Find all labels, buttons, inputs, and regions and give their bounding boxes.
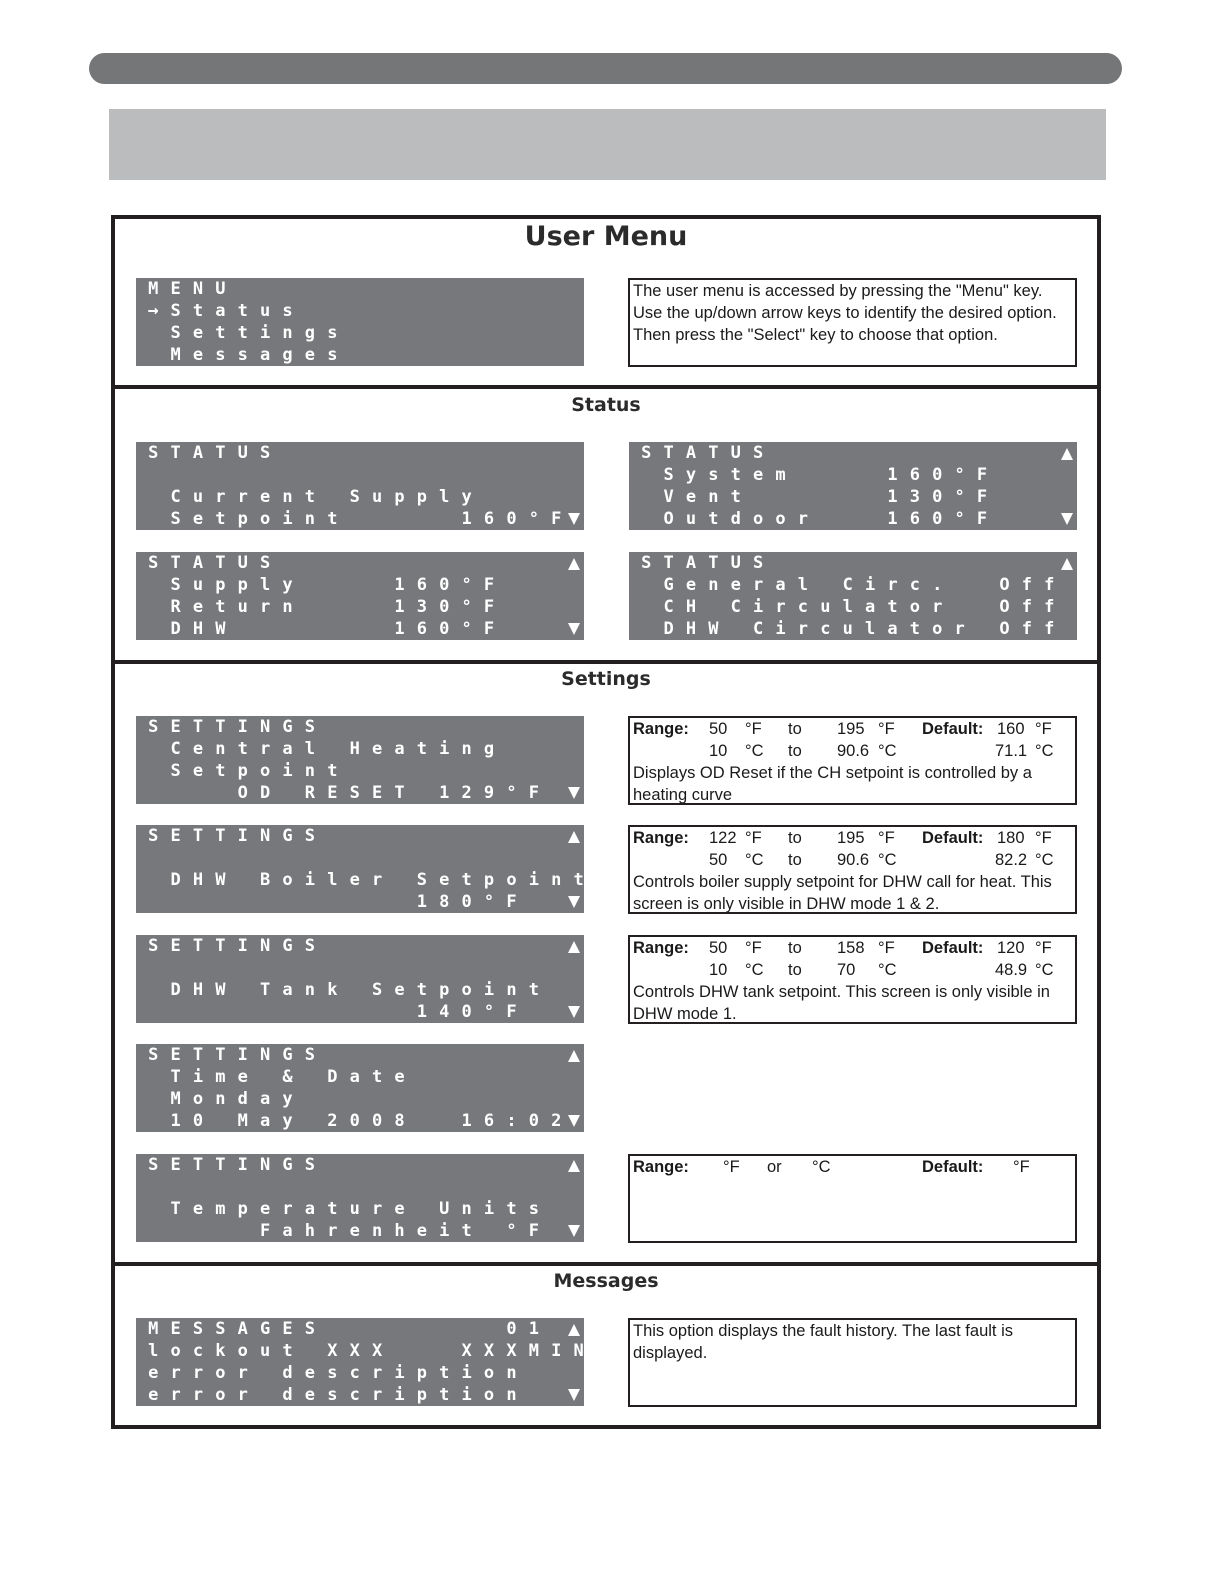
- lcd-line: F a h r e n h e i t ° F: [260, 1221, 539, 1241]
- lcd-line: S e t p o i n t: [170, 761, 338, 781]
- lcd-line: C H C i r c u l a t o r O f f: [663, 597, 1055, 617]
- unit: °C: [1035, 961, 1054, 979]
- range-min: 10: [709, 742, 728, 760]
- up-arrow-icon: [568, 1160, 580, 1172]
- down-arrow-icon: [568, 623, 580, 635]
- down-arrow-icon: [568, 1389, 580, 1401]
- range-min: 50: [709, 720, 728, 738]
- range-to: to: [788, 961, 802, 979]
- range-max: 158: [837, 939, 865, 957]
- lcd-line: M e s s a g e s: [170, 345, 338, 365]
- default-value: 120: [997, 939, 1025, 957]
- menu-description-text: The user menu is accessed by pressing the "Menu" key. Use the up/down arrow keys to identify the desired option. Then press the "Select" key to choose that option.: [633, 282, 1057, 344]
- range-min: 122: [709, 829, 737, 847]
- status-lcd-screen: [629, 552, 1077, 640]
- down-arrow-icon: [568, 1225, 580, 1237]
- range-max: 90.6: [837, 851, 870, 869]
- lcd-line: V e n t 1 3 0 ° F: [663, 487, 988, 507]
- lcd-line: G e n e r a l C i r c . O f f: [663, 575, 1055, 595]
- unit: °F: [1035, 720, 1052, 738]
- range-to: to: [788, 742, 802, 760]
- unit: °C: [1035, 742, 1054, 760]
- range-max: 70: [837, 961, 856, 979]
- status-lcd-screen: [136, 552, 584, 640]
- settings-lcd-screen: [136, 1154, 584, 1242]
- default-value: 180: [997, 829, 1025, 847]
- lcd-line: O D R E S E T 1 2 9 ° F: [237, 783, 539, 803]
- lcd-line: R e t u r n 1 3 0 ° F: [170, 597, 495, 617]
- unit: °F: [745, 829, 762, 847]
- settings-lcd-screen: [136, 1044, 584, 1132]
- default-label: Default:: [922, 1158, 984, 1176]
- range-min: 50: [709, 939, 728, 957]
- up-arrow-icon: [568, 831, 580, 843]
- default-label: Default:: [922, 720, 984, 738]
- up-arrow-icon: [568, 1050, 580, 1062]
- down-arrow-icon: [568, 896, 580, 908]
- lcd-line: e r r o r d e s c r i p t i o n: [148, 1385, 517, 1405]
- up-arrow-icon: [1061, 448, 1073, 460]
- messages-description-text: This option displays the fault history. The last fault is displayed.: [633, 1322, 1013, 1362]
- status-section-title: Status: [571, 394, 641, 416]
- unit: °F: [878, 829, 895, 847]
- unit: °C: [878, 851, 897, 869]
- down-arrow-icon: [1061, 513, 1073, 525]
- settings-lcd-screen: [136, 935, 584, 1023]
- setting-description: [628, 825, 1077, 914]
- lcd-line: D H W B o i l e r S e t p o i n t: [170, 870, 584, 890]
- setting-description-text: Controls DHW tank setpoint. This screen is only visible in DHW mode 1.: [633, 983, 1050, 1023]
- range-to: to: [788, 939, 802, 957]
- unit: °C: [878, 742, 897, 760]
- lcd-line: l o c k o u t X X X X X X M I N: [148, 1341, 584, 1361]
- lcd-line: M E N U: [148, 279, 226, 299]
- divider: [115, 660, 1097, 664]
- unit: °F: [1035, 939, 1052, 957]
- arrow-right-icon: →: [147, 300, 159, 321]
- setting-description: [628, 716, 1077, 805]
- lcd-line: S u p p l y 1 6 0 ° F: [170, 575, 495, 595]
- user-menu-table: [111, 215, 1101, 1429]
- setting-description-text: Displays OD Reset if the CH setpoint is controlled by a heating curve: [633, 764, 1032, 804]
- lcd-line: D H W C i r c u l a t o r O f f: [663, 619, 1055, 639]
- unit: °C: [878, 961, 897, 979]
- range-or: or: [767, 1158, 782, 1176]
- settings-section-title: Settings: [561, 668, 651, 690]
- lcd-line: M E S S A G E S 0 1: [148, 1319, 539, 1339]
- down-arrow-icon: [568, 1115, 580, 1127]
- settings-lcd-screen: [136, 716, 584, 804]
- header-bar: [89, 53, 1122, 84]
- lcd-line: C u r r e n t S u p p l y: [170, 487, 472, 507]
- down-arrow-icon: [568, 513, 580, 525]
- lcd-line: 1 0 M a y 2 0 0 8 1 6 : 0 2: [170, 1111, 562, 1131]
- range-to: to: [788, 829, 802, 847]
- lcd-line: S E T T I N G S: [148, 717, 316, 737]
- unit: °C: [745, 851, 764, 869]
- lcd-line: S E T T I N G S: [148, 936, 316, 956]
- lcd-line: S e t p o i n t 1 6 0 ° F: [170, 509, 562, 529]
- up-arrow-icon: [568, 941, 580, 953]
- default-value: 71.1: [995, 742, 1028, 760]
- up-arrow-icon: [1061, 558, 1073, 570]
- unit: °F: [878, 720, 895, 738]
- lcd-line: S E T T I N G S: [148, 1045, 316, 1065]
- setting-description-text: Controls boiler supply setpoint for DHW call for heat. This screen is only visible in DHW mode 1 & 2.: [633, 873, 1052, 913]
- default-value: °F: [1013, 1158, 1030, 1176]
- unit: °F: [745, 939, 762, 957]
- lcd-line: S T A T U S: [641, 553, 764, 573]
- range-max: 195: [837, 720, 865, 738]
- menu-description: [628, 278, 1077, 367]
- range-label: Range:: [633, 939, 689, 957]
- default-value: 48.9: [995, 961, 1028, 979]
- lcd-line: C e n t r a l H e a t i n g: [170, 739, 495, 759]
- unit: °C: [1035, 851, 1054, 869]
- messages-section-title: Messages: [553, 1270, 659, 1292]
- range-to: to: [788, 851, 802, 869]
- unit: °F: [745, 720, 762, 738]
- range-option: °C: [812, 1158, 831, 1176]
- lcd-line: M o n d a y: [170, 1089, 293, 1109]
- down-arrow-icon: [568, 787, 580, 799]
- lcd-line: O u t d o o r 1 6 0 ° F: [663, 509, 988, 529]
- lcd-line: D H W 1 6 0 ° F: [170, 619, 495, 639]
- range-max: 90.6: [837, 742, 870, 760]
- lcd-line: S E T T I N G S: [148, 826, 316, 846]
- unit: °F: [878, 939, 895, 957]
- status-lcd-screen: [136, 442, 584, 530]
- divider: [115, 1262, 1097, 1266]
- lcd-line: S T A T U S: [148, 553, 271, 573]
- messages-lcd-screen: [136, 1318, 584, 1406]
- range-min: 50: [709, 851, 728, 869]
- default-value: 160: [997, 720, 1025, 738]
- lcd-line: 1 4 0 ° F: [416, 1002, 517, 1022]
- unit: °C: [745, 961, 764, 979]
- range-label: Range:: [633, 829, 689, 847]
- menu-lcd-screen: [136, 278, 584, 366]
- range-label: Range:: [633, 1158, 689, 1176]
- unit: °F: [1035, 829, 1052, 847]
- up-arrow-icon: [568, 558, 580, 570]
- divider: [115, 385, 1097, 389]
- lcd-line: S T A T U S: [148, 443, 271, 463]
- range-min: 10: [709, 961, 728, 979]
- range-label: Range:: [633, 720, 689, 738]
- lcd-line: 1 8 0 ° F: [416, 892, 517, 912]
- down-arrow-icon: [568, 1006, 580, 1018]
- units-description: [628, 1154, 1077, 1243]
- lcd-line: S e t t i n g s: [170, 323, 338, 343]
- lcd-line: S T A T U S: [641, 443, 764, 463]
- range-to: to: [788, 720, 802, 738]
- status-lcd-screen: [629, 442, 1077, 530]
- range-max: 195: [837, 829, 865, 847]
- lcd-line: e r r o r d e s c r i p t i o n: [148, 1363, 517, 1383]
- lcd-line: T i m e & D a t e: [170, 1067, 405, 1087]
- default-label: Default:: [922, 939, 984, 957]
- range-option: °F: [723, 1158, 740, 1176]
- messages-description: [628, 1318, 1077, 1407]
- lcd-line: D H W T a n k S e t p o i n t: [170, 980, 539, 1000]
- lcd-line: S E T T I N G S: [148, 1155, 316, 1175]
- lcd-line: T e m p e r a t u r e U n i t s: [170, 1199, 539, 1219]
- default-value: 82.2: [995, 851, 1028, 869]
- page-title: User Menu: [524, 221, 688, 252]
- unit: °C: [745, 742, 764, 760]
- lcd-line: → S t a t u s: [142, 300, 299, 322]
- settings-lcd-screen: [136, 825, 584, 913]
- default-label: Default:: [922, 829, 984, 847]
- setting-description: [628, 935, 1077, 1024]
- title-band: [109, 109, 1106, 180]
- lcd-line: S y s t e m 1 6 0 ° F: [663, 465, 988, 485]
- up-arrow-icon: [568, 1324, 580, 1336]
